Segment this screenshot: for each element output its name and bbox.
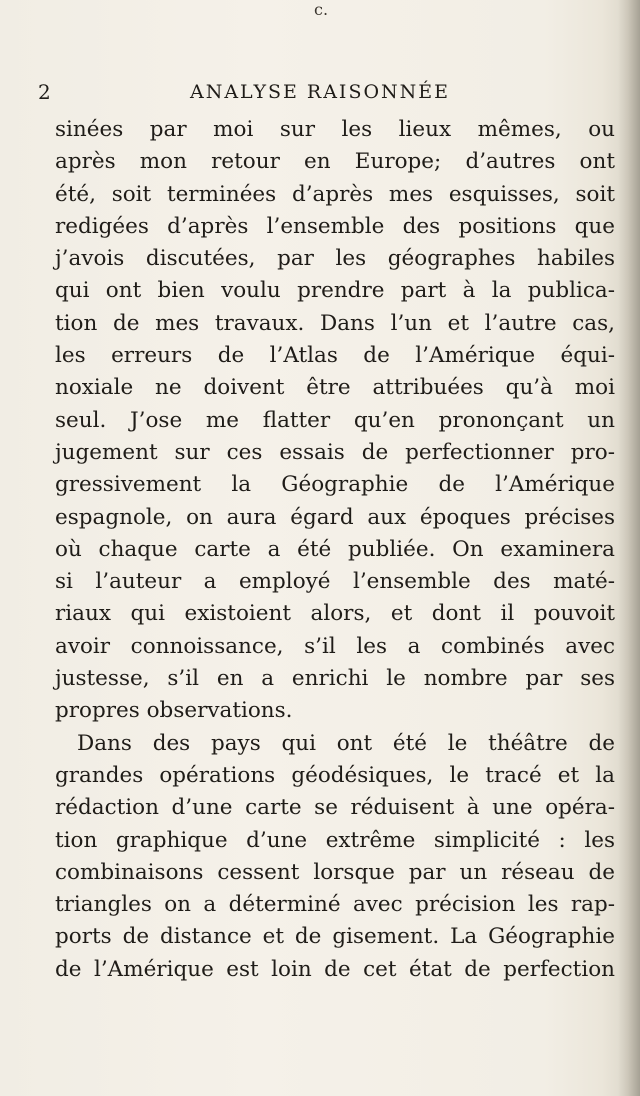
text-line-15: si l’auteur a employé l’ensemble des maté- (55, 569, 615, 595)
text-line-13: espagnole, on aura égard aux époques précises (55, 504, 615, 530)
text-line-6: qui ont bien voulu prendre part à la publica- (55, 278, 615, 304)
text-line-14: où chaque carte a été publiée. On examinera (55, 536, 615, 562)
text-line-20: Dans des pays qui ont été le théâtre de (77, 730, 615, 756)
text-line-11: jugement sur ces essais de perfectionner pro- (55, 439, 615, 465)
text-line-17: avoir connoissance, s’il les a combinés avec (55, 633, 615, 659)
text-line-27: de l’Amérique est loin de cet état de perfection (55, 956, 615, 982)
text-line-12: gressivement la Géographie de l’Amérique (55, 472, 615, 498)
page-header (38, 80, 602, 110)
body-text (55, 114, 615, 986)
text-line-19: propres observations. (55, 698, 293, 724)
text-line-5: j’avois discutées, par les géographes habiles (55, 246, 615, 272)
text-line-26: ports de distance et de gisement. La Géographie (55, 924, 615, 950)
corner-mark: c. (314, 0, 329, 19)
text-line-8: les erreurs de l’Atlas de l’Amérique équi- (55, 343, 615, 369)
text-line-22: rédaction d’une carte se réduisent à une opéra- (55, 795, 615, 821)
text-line-4: redigées d’après l’ensemble des positions que (55, 213, 615, 239)
text-line-7: tion de mes travaux. Dans l’un et l’autre cas, (55, 310, 615, 336)
text-line-21: grandes opérations géodésiques, le tracé et la (55, 762, 615, 788)
page-edge-shadow (618, 0, 640, 1096)
text-line-1: sinées par moi sur les lieux mêmes, ou (55, 117, 615, 142)
text-line-23: tion graphique d’une extrême simplicité : les (55, 827, 615, 853)
page-number: 2 (38, 80, 51, 104)
text-line-25: triangles on a déterminé avec précision les rap- (55, 892, 615, 918)
text-line-3: été, soit terminées d’après mes esquisses, soit (55, 181, 615, 207)
running-head: ANALYSE RAISONNÉE (189, 81, 451, 103)
text-line-10: seul. J’ose me flatter qu’en prononçant un (55, 407, 615, 433)
text-line-2: après mon retour en Europe; d’autres ont (55, 149, 615, 175)
text-line-9: noxiale ne doivent être attribuées qu’à moi (55, 375, 615, 401)
text-line-24: combinaisons cessent lorsque par un réseau de (55, 859, 615, 885)
text-line-18: justesse, s’il en a enrichi le nombre par ses (55, 666, 615, 692)
text-line-16: riaux qui existoient alors, et dont il pouvoit (55, 601, 615, 627)
